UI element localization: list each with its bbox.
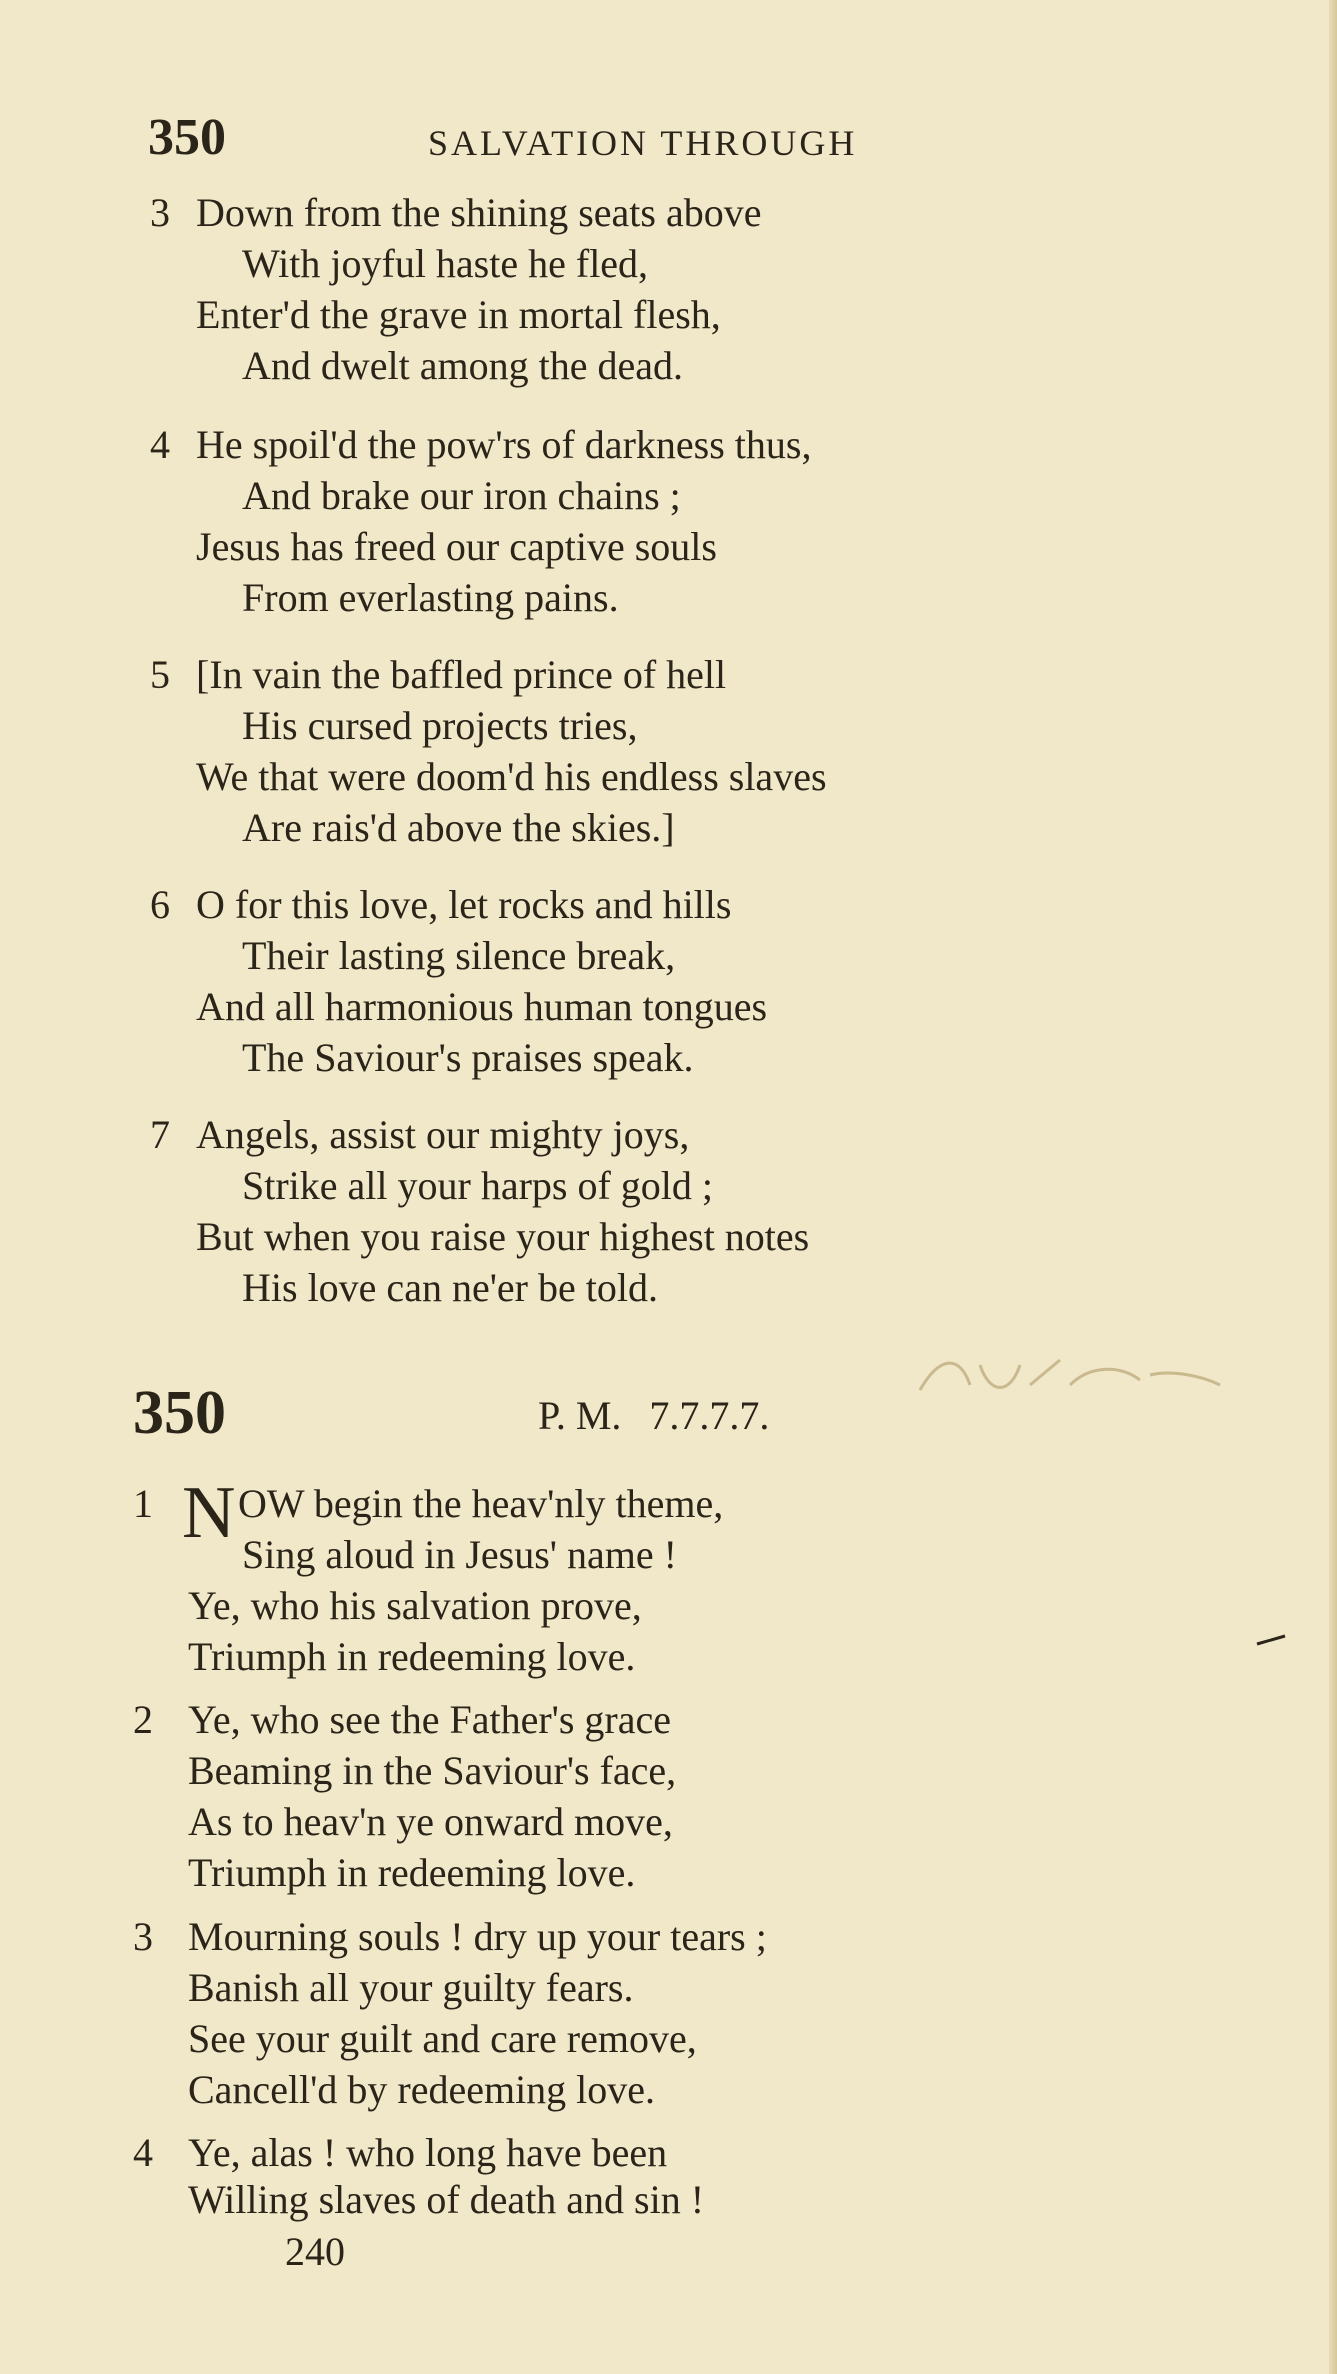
- verse-line: The Saviour's praises speak.: [242, 1035, 694, 1080]
- page-edge: [1329, 0, 1337, 2374]
- pencil-mark-icon: [1255, 1630, 1295, 1650]
- verse-line: And dwelt among the dead.: [242, 343, 683, 388]
- verse-line: But when you raise your highest notes: [196, 1214, 810, 1259]
- meter: [538, 1392, 787, 1439]
- verse-number: 3: [133, 1914, 153, 1959]
- verse-line: Are rais'd above the skies.]: [242, 805, 675, 850]
- pencil-marginalia-icon: [900, 1345, 1230, 1405]
- verse-line: Willing slaves of death and sin !: [188, 2177, 705, 2222]
- verse-number: 2: [133, 1697, 153, 1742]
- verse-line: [In vain the baffled prince of hell: [196, 652, 727, 697]
- verse-line: Enter'd the grave in mortal flesh,: [196, 292, 721, 337]
- verse-number: 5: [150, 652, 170, 697]
- verse-line: And all harmonious human tongues: [196, 984, 768, 1029]
- verse-line: His cursed projects tries,: [242, 703, 638, 748]
- verse-number: 1: [133, 1481, 153, 1526]
- verse-line: Cancell'd by redeeming love.: [188, 2067, 656, 2112]
- verse-line: Jesus has freed our captive souls: [196, 524, 717, 569]
- verse-line: With joyful haste he fled,: [242, 241, 649, 286]
- verse-line: Their lasting silence break,: [242, 933, 676, 978]
- verse-line: Sing aloud in Jesus' name !: [242, 1532, 677, 1577]
- verse-line: As to heav'n ye onward move,: [188, 1799, 673, 1844]
- verse-line: Strike all your harps of gold ;: [242, 1163, 714, 1208]
- running-title: SALVATION THROUGH: [428, 123, 858, 163]
- verse-line: Beaming in the Saviour's face,: [188, 1748, 677, 1793]
- meter-pattern: 7.7.7.7.: [649, 1393, 770, 1438]
- verse-line: Triumph in redeeming love.: [188, 1850, 636, 1895]
- verse-number: 4: [133, 2130, 153, 2175]
- verse-line: We that were doom'd his endless slaves: [196, 754, 827, 799]
- verse-line: Ye, who see the Father's grace: [188, 1697, 672, 1742]
- running-head: [148, 108, 1048, 168]
- verse-line: O for this love, let rocks and hills: [196, 882, 732, 927]
- verse-line: Triumph in redeeming love.: [188, 1634, 636, 1679]
- page-number: 350: [148, 109, 226, 166]
- verse-number: 3: [150, 190, 170, 235]
- verse-line: His love can ne'er be told.: [242, 1265, 658, 1310]
- verse-line: From everlasting pains.: [242, 575, 619, 620]
- verse-line: He spoil'd the pow'rs of darkness thus,: [196, 422, 812, 467]
- verse-line: Down from the shining seats above: [196, 190, 762, 235]
- verse-line: Mourning souls ! dry up your tears ;: [188, 1914, 767, 1959]
- verse-line: Banish all your guilty fears.: [188, 1965, 634, 2010]
- verse-line: And brake our iron chains ;: [242, 473, 681, 518]
- verse-line: Ye, alas ! who long have been: [188, 2130, 668, 2175]
- verse-number: 7: [150, 1112, 170, 1157]
- drop-cap: N: [182, 1472, 236, 1554]
- hymn-number: 350: [133, 1379, 226, 1447]
- verse-line: OW begin the heav'nly theme,: [238, 1481, 724, 1526]
- verse-number: 4: [150, 422, 170, 467]
- verse-number: 6: [150, 882, 170, 927]
- verse-line: See your guilt and care remove,: [188, 2016, 697, 2061]
- verse-line: Angels, assist our mighty joys,: [196, 1112, 690, 1157]
- meter-label: P. M.: [538, 1393, 622, 1438]
- signature-mark: 240: [285, 2229, 345, 2274]
- verse-line: Ye, who his salvation prove,: [188, 1583, 642, 1628]
